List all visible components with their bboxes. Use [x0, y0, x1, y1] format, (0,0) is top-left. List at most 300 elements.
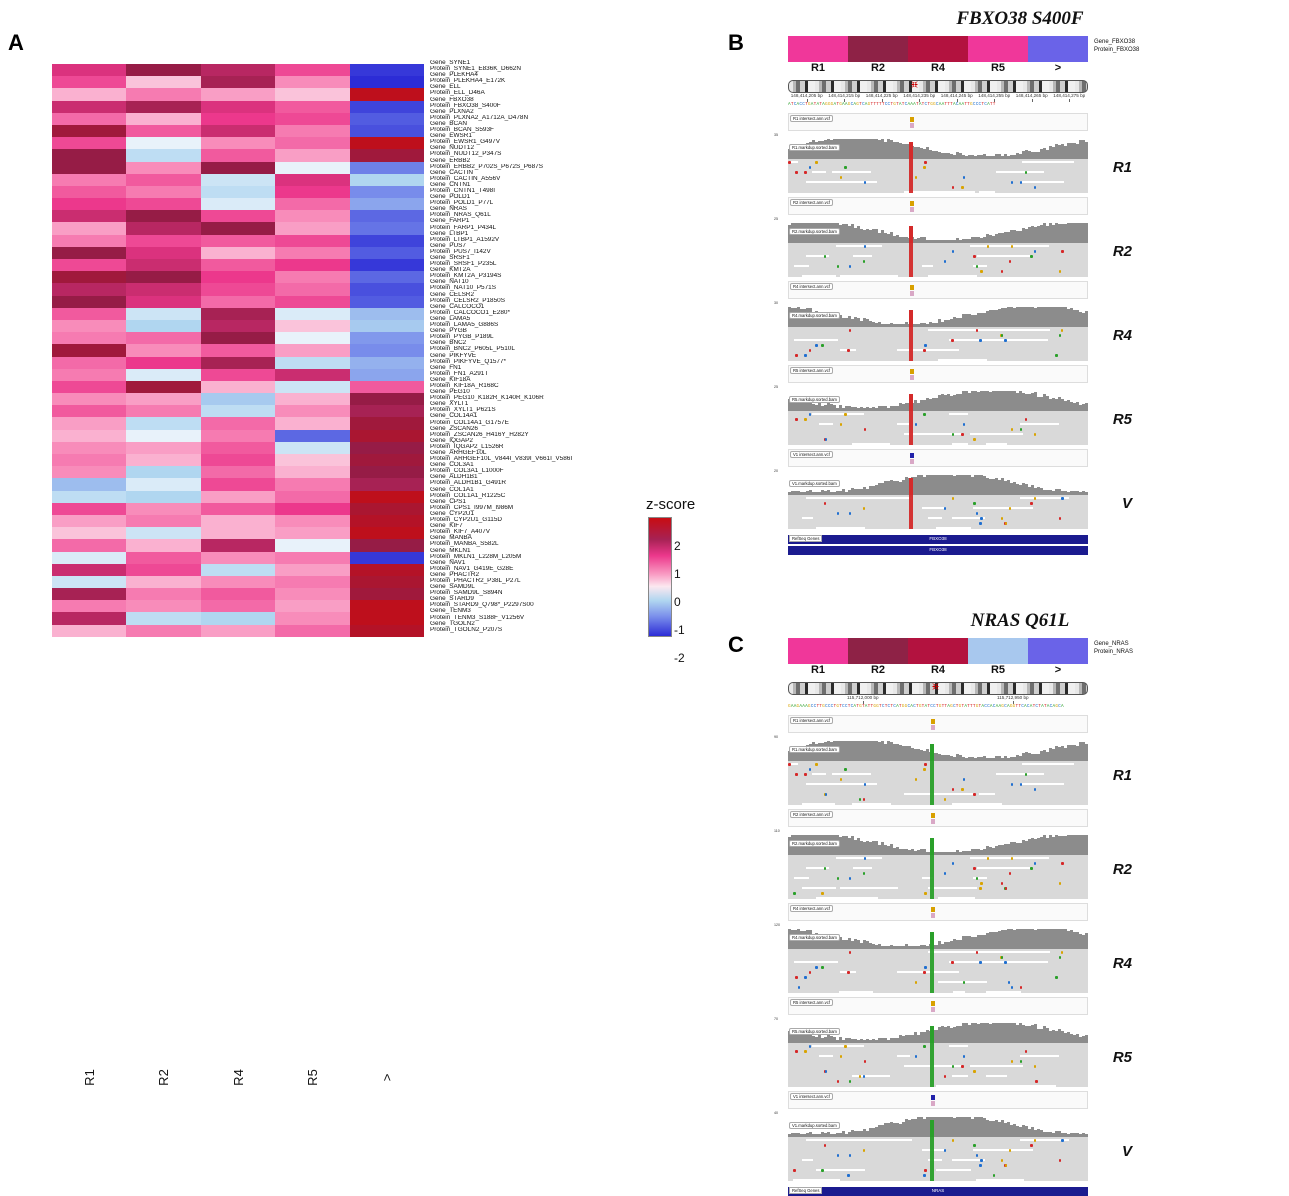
heatmap-row-protein: Protein_SAMD9L_S894N: [430, 590, 503, 597]
ruler-tick-label: 148,414,255 bp: [978, 93, 1011, 98]
heatmap-cell: [350, 357, 424, 369]
heatmap-cell: [52, 259, 126, 271]
read-mismatch: [951, 339, 954, 342]
read-mismatch: [1055, 976, 1058, 979]
heatmap-row-label: [430, 548, 650, 560]
heatmap-cell: [275, 491, 349, 503]
read-mismatch: [825, 1070, 828, 1073]
heatmap-cell: [201, 259, 275, 271]
heatmap-cell: [126, 454, 200, 466]
read-mismatch: [1025, 171, 1028, 174]
heatmap-row-gene: Gene_SAMD9L: [430, 584, 475, 591]
heatmap-row-gene: Gene_COL1A1: [430, 486, 474, 493]
heatmap-row-gene: Gene_COL3A1: [430, 462, 474, 469]
read-mismatch: [944, 798, 947, 801]
coverage-scale-max: 40: [774, 1111, 778, 1115]
heatmap-row-gene: Gene_FBXO38: [430, 96, 474, 103]
alignment-reads-track[interactable]: [788, 159, 1088, 193]
heatmap-cell: [126, 539, 200, 551]
heatmap-cell: [201, 491, 275, 503]
read-mismatch: [915, 1055, 918, 1058]
read-mismatch: [980, 882, 983, 885]
heatmap-row-protein: Protein_XYLT1_P621S: [430, 407, 496, 414]
refseq-gene-track[interactable]: [788, 1187, 1088, 1196]
read-mismatch: [973, 867, 976, 870]
vcf-track-label: V1 intersect.ann.vcf: [790, 451, 833, 458]
coverage-track: [774, 923, 1088, 949]
alignment-reads-track[interactable]: [788, 1043, 1088, 1087]
heatmap-row-gene: Gene_PEG10: [430, 389, 470, 396]
heatmap-column-labels: [52, 1070, 424, 1085]
read-mismatch: [837, 1154, 840, 1157]
heatmap-row-gene: Gene_PLXNA2: [430, 108, 474, 115]
read-gap: [928, 329, 976, 331]
heatmap-cell: [126, 125, 200, 137]
panel-b-letter: B: [728, 30, 744, 55]
variant-allele-marker: [910, 207, 914, 212]
read-mismatch: [973, 1144, 976, 1147]
heatmap-row: [52, 247, 424, 259]
read-mismatch: [979, 1164, 982, 1167]
heatmap-cell: [126, 101, 200, 113]
coverage-scale-max: 30: [774, 301, 778, 305]
heatmap-row-protein: Protein_CYP2U1_G115D: [430, 517, 502, 524]
vcf-track[interactable]: [788, 113, 1088, 131]
heatmap-row: [52, 564, 424, 576]
read-mismatch: [804, 354, 807, 357]
heatmap-cell: [275, 357, 349, 369]
heatmap-cell: [52, 271, 126, 283]
heatmap-row-label: [430, 377, 650, 389]
read-mismatch: [849, 329, 852, 332]
heatmap-row-gene: Gene_NRAS: [430, 206, 467, 213]
read-mismatch: [809, 1045, 812, 1048]
heatmap-cell: [350, 296, 424, 308]
read-mismatch: [1059, 517, 1062, 520]
heatmap-row-protein: Protein_BCAN_S593F: [430, 127, 494, 134]
heatmap-row: [52, 162, 424, 174]
variant-marker[interactable]: [931, 907, 935, 912]
heatmap-cell: [201, 125, 275, 137]
heatmap-row-gene: Gene_ARHGEF10L: [430, 450, 487, 456]
coverage-variant-bar: [909, 478, 913, 495]
vcf-track[interactable]: [788, 197, 1088, 215]
heatmap-cell: [52, 64, 126, 76]
igv-b-header: [788, 36, 1270, 74]
heatmap-cell: [275, 503, 349, 515]
heatmap-row-gene: Gene_NAT10: [430, 279, 469, 286]
read-mismatch: [849, 951, 852, 954]
heatmap-cell: [275, 320, 349, 332]
heatmap-row-protein: Protein_PHACTR2_P38L_P27L: [430, 577, 521, 584]
read-gap: [949, 961, 1002, 963]
heatmap-cell: [350, 625, 424, 637]
heatmap-cell: [126, 552, 200, 564]
heatmap-cell: [52, 612, 126, 624]
heatmap-cell: [350, 113, 424, 125]
heatmap-cell: [126, 162, 200, 174]
read-mismatch: [859, 798, 862, 801]
heatmap-cell: [350, 332, 424, 344]
refseq-gene-track[interactable]: [788, 535, 1088, 544]
heatmap-cell: [275, 612, 349, 624]
read-gap: [996, 857, 1049, 859]
read-mismatch: [1004, 339, 1007, 342]
heatmap-cell: [201, 332, 275, 344]
read-mismatch: [804, 1050, 807, 1053]
ruler-tick-label: 115,712,000 bp: [847, 695, 879, 700]
read-mismatch: [963, 423, 966, 426]
bam-track-label: V1.markdup.sorted.bam: [789, 480, 840, 487]
heatmap-cell: [275, 430, 349, 442]
read-mismatch: [864, 428, 867, 431]
ruler-tick: [1032, 99, 1033, 102]
heatmap-cell: [126, 88, 200, 100]
heatmap-row-protein: Protein_COL1A1_R1225C: [430, 492, 506, 499]
heatmap-row-gene: Gene_LTBP1: [430, 230, 469, 237]
heatmap-cell: [126, 417, 200, 429]
heatmap-row-label: [430, 158, 650, 170]
read-gap: [928, 275, 977, 277]
alignment-reads-track[interactable]: [788, 495, 1088, 529]
group-color-segment: [1028, 36, 1088, 62]
heatmap-cell: [126, 198, 200, 210]
read-gap: [794, 339, 838, 341]
read-mismatch: [795, 976, 798, 979]
read-mismatch: [1011, 428, 1014, 431]
read-mismatch: [824, 255, 827, 258]
read-gap: [977, 329, 1016, 331]
coverage-scale-max: 25: [774, 217, 778, 221]
read-gap: [986, 443, 1007, 445]
heatmap-row-gene: Gene_IQGAP2: [430, 437, 473, 444]
igv-legend-item: Gene_NRAS: [1094, 641, 1129, 647]
heatmap-row-gene: Gene_KMT2A: [430, 267, 471, 274]
ruler-tick: [957, 99, 958, 102]
heatmap-cell: [201, 271, 275, 283]
heatmap-cell: [350, 515, 424, 527]
heatmap-row: [52, 576, 424, 588]
heatmap-row-gene: Gene_CACTIN: [430, 169, 473, 176]
read-gap: [836, 857, 881, 859]
read-mismatch: [809, 349, 812, 352]
heatmap-cell: [350, 588, 424, 600]
alignment-reads-track[interactable]: [788, 243, 1088, 277]
read-gap: [819, 1055, 834, 1057]
sample-block: [774, 281, 1132, 361]
coverage-variant-bar: [930, 838, 934, 855]
bam-track-label: R4.markdup.sorted.bam: [789, 312, 840, 319]
variant-marker[interactable]: [910, 369, 914, 374]
variant-marker[interactable]: [931, 813, 935, 818]
read-mismatch: [1005, 522, 1008, 525]
sample-block: [774, 365, 1132, 445]
heatmap-row: [52, 198, 424, 210]
heatmap-cell: [126, 259, 200, 271]
read-mismatch: [1061, 862, 1064, 865]
variant-column: [930, 855, 934, 899]
vcf-track[interactable]: [788, 903, 1088, 921]
heatmap-cell: [52, 235, 126, 247]
alignment-reads-track[interactable]: [788, 761, 1088, 805]
alignment-reads-track[interactable]: [788, 855, 1088, 899]
read-mismatch: [1025, 773, 1028, 776]
heatmap-cell: [275, 222, 349, 234]
variant-marker[interactable]: [910, 117, 914, 122]
heatmap-cell: [201, 417, 275, 429]
heatmap-row: [52, 612, 424, 624]
heatmap-row-label: [430, 340, 650, 352]
colorbar-title: z-score: [646, 496, 696, 513]
group-color-segment: [908, 638, 968, 664]
heatmap-row-label: [430, 608, 650, 620]
heatmap-cell: [52, 332, 126, 344]
sample-block: [774, 449, 1132, 529]
variant-marker[interactable]: [931, 1095, 935, 1100]
read-mismatch: [849, 1080, 852, 1083]
colorbar-tick: 2: [674, 539, 681, 553]
read-gap: [952, 443, 968, 445]
read-mismatch: [864, 245, 867, 248]
read-mismatch: [1059, 1159, 1062, 1162]
heatmap-cell: [350, 64, 424, 76]
read-mismatch: [788, 763, 791, 766]
chromosome-ideogram[interactable]: [788, 682, 1088, 695]
heatmap-cell: [350, 393, 424, 405]
read-mismatch: [863, 260, 866, 263]
heatmap-row-label: [430, 487, 650, 499]
heatmap-cell: [350, 308, 424, 320]
read-mismatch: [824, 502, 827, 505]
read-mismatch: [825, 793, 828, 796]
vcf-track[interactable]: [788, 449, 1088, 467]
heatmap-row-gene: Gene_XYLT1: [430, 401, 469, 408]
heatmap-row-protein: Protein_COL3A1_L1000F: [430, 468, 504, 475]
read-gap: [979, 191, 995, 193]
read-mismatch: [1001, 270, 1004, 273]
heatmap-row-label: [430, 621, 650, 633]
heatmap-row: [52, 417, 424, 429]
heatmap-cell: [126, 344, 200, 356]
read-gap: [936, 1169, 970, 1171]
ruler-tick: [807, 99, 808, 102]
heatmap-row-labels: [430, 60, 650, 633]
heatmap-cell: [350, 478, 424, 490]
heatmap-row: [52, 283, 424, 295]
group-color-segment: [968, 638, 1028, 664]
heatmap-cell: [126, 357, 200, 369]
heatmap-cell: [201, 393, 275, 405]
heatmap-row-gene: Gene_CELSR2: [430, 291, 475, 298]
variant-marker[interactable]: [910, 285, 914, 290]
heatmap-cell: [275, 588, 349, 600]
heatmap-row-gene: Gene_FARP1: [430, 218, 470, 225]
read-mismatch: [976, 877, 979, 880]
colorbar-tick: 0: [674, 595, 681, 609]
read-mismatch: [1020, 181, 1023, 184]
read-mismatch: [1011, 857, 1014, 860]
heatmap-cell: [350, 344, 424, 356]
heatmap-row-label: [430, 499, 650, 511]
vcf-track[interactable]: [788, 997, 1088, 1015]
heatmap-row: [52, 76, 424, 88]
refseq-label: RefSeq Genes: [789, 1187, 822, 1194]
coverage-variant-bar: [909, 226, 913, 243]
heatmap-cell: [201, 222, 275, 234]
heatmap-row: [52, 296, 424, 308]
read-mismatch: [849, 877, 852, 880]
vcf-track[interactable]: [788, 365, 1088, 383]
heatmap-column-label: R2: [156, 1069, 172, 1086]
bam-track-label: R2.markdup.sorted.bam: [789, 228, 840, 235]
ruler-tick-label: 148,414,245 bp: [940, 93, 973, 98]
heatmap-row-gene: Gene_NUDT12: [430, 145, 475, 152]
heatmap-cell: [350, 210, 424, 222]
read-mismatch: [1030, 255, 1033, 258]
coverage-scale-max: 20: [774, 469, 778, 473]
read-mismatch: [1034, 433, 1037, 436]
read-mismatch: [788, 161, 791, 164]
heatmap-cell: [52, 186, 126, 198]
centromere-marker: [932, 683, 939, 690]
read-mismatch: [849, 1154, 852, 1157]
heatmap-row: [52, 186, 424, 198]
coverage-variant-bar: [909, 394, 913, 411]
sample-name: R1: [1112, 159, 1132, 176]
heatmap-cell: [201, 588, 275, 600]
heatmap-cell: [52, 222, 126, 234]
vcf-track[interactable]: [788, 281, 1088, 299]
variant-marker[interactable]: [931, 1001, 935, 1006]
heatmap-row-label: [430, 462, 650, 474]
ruler-tick: [1069, 99, 1070, 102]
read-mismatch: [976, 512, 979, 515]
read-mismatch: [973, 438, 976, 441]
variant-column: [909, 243, 913, 277]
variant-marker[interactable]: [910, 453, 914, 458]
coverage-track: [774, 829, 1088, 855]
read-gap: [836, 245, 881, 247]
read-mismatch: [963, 981, 966, 984]
heatmap-cell: [275, 381, 349, 393]
heatmap-row: [52, 515, 424, 527]
heatmap-row-protein: Protein_ERBB2_P702S_P672S_P687S: [430, 163, 543, 170]
heatmap-row-gene: Gene_BNC2: [430, 340, 467, 347]
alignment-reads-track[interactable]: [788, 949, 1088, 993]
heatmap-cell: [201, 600, 275, 612]
heatmap-row-gene: Gene_ELL: [430, 84, 461, 91]
read-mismatch: [979, 339, 982, 342]
heatmap-cell: [350, 442, 424, 454]
variant-marker[interactable]: [931, 719, 935, 724]
heatmap-cell: [52, 320, 126, 332]
heatmap-row-gene: Gene_PLEKHA4: [430, 72, 478, 79]
read-gap: [840, 887, 898, 889]
heatmap-cell: [201, 515, 275, 527]
panel-b-title: FBXO38 S400F: [956, 8, 1084, 29]
heatmap-row: [52, 430, 424, 442]
heatmap-cell: [52, 539, 126, 551]
refseq-gene-name: FBXO38: [929, 536, 947, 541]
read-gap: [970, 433, 1019, 435]
heatmap-cell: [275, 283, 349, 295]
heatmap-row-label: [430, 97, 650, 109]
refseq-gene-track-2[interactable]: [788, 546, 1088, 555]
variant-allele-marker: [910, 291, 914, 296]
read-gap: [949, 339, 1002, 341]
heatmap-cell: [52, 174, 126, 186]
heatmap-row-protein: Protein_TENM3_S188F_V1256V: [430, 614, 525, 621]
read-gap: [802, 1159, 813, 1161]
vcf-track[interactable]: [788, 1091, 1088, 1109]
heatmap-column-label: R4: [230, 1069, 246, 1086]
alignment-reads-track[interactable]: [788, 1137, 1088, 1181]
heatmap-cell: [350, 503, 424, 515]
heatmap-cell: [52, 576, 126, 588]
vcf-track[interactable]: [788, 715, 1088, 733]
heatmap-cell: [201, 88, 275, 100]
heatmap-row-protein: Protein_COL14A1_G1757E: [430, 419, 509, 426]
heatmap-row-protein: Protein_IQGAP2_L1526R: [430, 443, 504, 450]
heatmap-cell: [52, 491, 126, 503]
variant-marker[interactable]: [910, 201, 914, 206]
heatmap-cell: [126, 283, 200, 295]
alignment-reads-track[interactable]: [788, 327, 1088, 361]
read-mismatch: [924, 892, 927, 895]
read-mismatch: [1001, 334, 1004, 337]
coverage-track: [774, 217, 1088, 243]
ruler-tick: [844, 99, 845, 102]
heatmap-cell: [126, 210, 200, 222]
read-gap: [794, 961, 838, 963]
read-mismatch: [1004, 961, 1007, 964]
read-mismatch: [795, 1050, 798, 1053]
group-color-segment: [968, 36, 1028, 62]
vcf-track[interactable]: [788, 809, 1088, 827]
read-mismatch: [1005, 887, 1008, 890]
heatmap-cell: [275, 466, 349, 478]
heatmap-cell: [52, 515, 126, 527]
read-mismatch: [1061, 250, 1064, 253]
read-mismatch: [809, 971, 812, 974]
heatmap-cell: [126, 612, 200, 624]
read-mismatch: [1011, 181, 1014, 184]
heatmap-row-protein: Protein_ALDH1B1_G491R: [430, 480, 507, 487]
sample-name: V: [1121, 495, 1132, 512]
ruler-tick-label: 148,414,205 bp: [790, 93, 823, 98]
heatmap-cell: [126, 515, 200, 527]
heatmap-cell: [126, 64, 200, 76]
igv-b-tracks: [774, 80, 1270, 555]
heatmap-row: [52, 491, 424, 503]
read-mismatch: [976, 265, 979, 268]
heatmap-cell: [52, 442, 126, 454]
chromosome-ideogram[interactable]: [788, 80, 1088, 93]
heatmap-cell: [52, 344, 126, 356]
coordinate-ruler: [788, 93, 1088, 102]
alignment-reads-track[interactable]: [788, 411, 1088, 445]
group-color-segment: [1028, 638, 1088, 664]
bam-track-label: R1.markdup.sorted.bam: [789, 144, 840, 151]
read-mismatch: [1035, 1080, 1038, 1083]
read-mismatch: [815, 966, 818, 969]
heatmap-cell: [350, 235, 424, 247]
read-mismatch: [1055, 354, 1058, 357]
heatmap-row-protein: Protein_CPS1_I997M_I986M: [430, 504, 514, 511]
panel-c-title: NRAS Q61L: [970, 610, 1070, 631]
heatmap-row-label: [430, 182, 650, 194]
sample-block: [774, 113, 1132, 193]
